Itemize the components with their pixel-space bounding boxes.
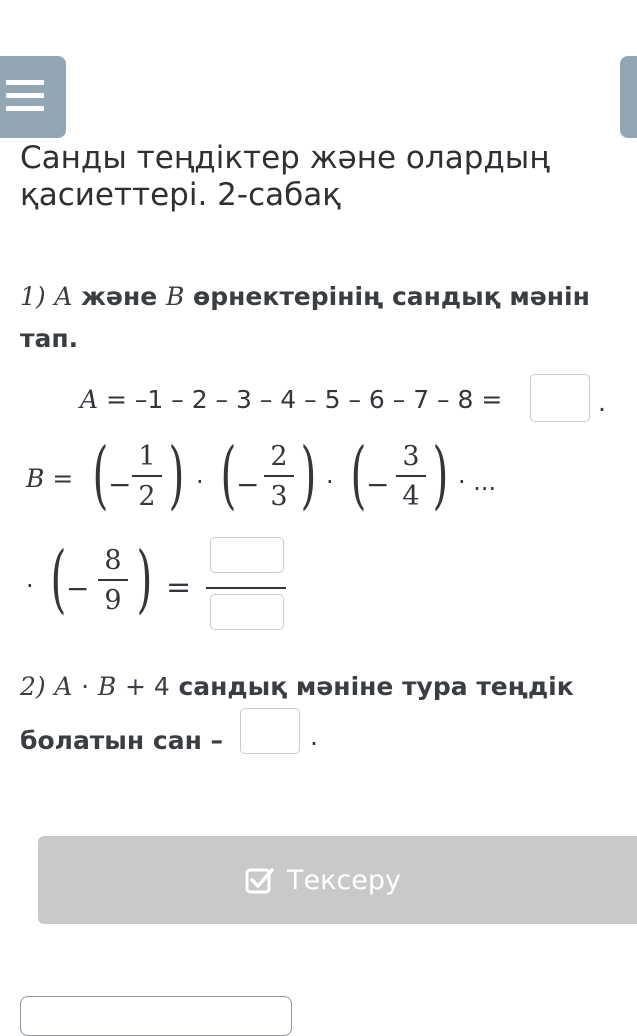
fraction-1-numerator: 1	[138, 441, 156, 472]
task-2-text: сандық мәніне тура теңдік болатын сан –	[20, 672, 574, 755]
minus-sign: −	[66, 572, 90, 605]
expression-a	[80, 380, 502, 420]
paren-close: )	[136, 536, 153, 622]
multiply-sign: ·	[26, 572, 34, 600]
ellipsis: · ...	[458, 468, 497, 496]
fraction-4-numerator: 8	[104, 545, 122, 576]
paren-close: )	[300, 432, 317, 518]
expression-b-label: B =	[26, 464, 74, 493]
check-button-label: Тексеру	[287, 864, 401, 896]
hamburger-menu-button[interactable]	[0, 56, 66, 138]
expression-a-body: = –1 – 2 – 3 – 4 – 5 – 6 – 7 – 8 =	[106, 385, 503, 414]
task-2-prompt	[20, 660, 632, 768]
task-2-var-b: B	[97, 672, 117, 701]
task-1-number: 1)	[20, 282, 46, 311]
paren-open: (	[220, 432, 237, 518]
fraction-2-denominator: 3	[270, 481, 288, 512]
answer-2-input[interactable]	[240, 708, 300, 754]
fraction-3-denominator: 4	[402, 481, 420, 512]
minus-sign: −	[366, 468, 390, 501]
answer-b-numerator-input[interactable]	[210, 537, 284, 573]
answer-b-denominator-input[interactable]	[210, 594, 284, 630]
fraction-3-numerator: 3	[402, 441, 420, 472]
task-2-period: .	[310, 722, 318, 751]
side-panel-button[interactable]	[620, 56, 637, 138]
fraction-4-denominator: 9	[104, 585, 122, 616]
next-button[interactable]	[20, 996, 292, 1036]
task-2-plus: + 4	[124, 672, 170, 701]
multiply-sign: ·	[196, 468, 204, 496]
fraction-2-numerator: 2	[270, 441, 288, 472]
answer-a-input[interactable]	[530, 374, 590, 422]
minus-sign: −	[108, 468, 132, 501]
paren-close: )	[432, 432, 449, 518]
expression-a-label: A	[80, 385, 99, 414]
equals-sign: =	[166, 570, 192, 605]
paren-open: (	[350, 432, 367, 518]
task-1-prompt	[20, 276, 632, 360]
paren-open: (	[92, 432, 109, 518]
var-a: A	[54, 282, 73, 311]
conjunction: және	[81, 282, 158, 311]
check-button[interactable]	[38, 836, 637, 924]
page-title: Санды теңдіктер және олардың қасиеттері. 2-сабақ	[20, 140, 550, 213]
answer-b-fraction-bar	[206, 587, 286, 589]
task-2-var-a: A	[54, 672, 73, 701]
fraction-1-denominator: 2	[138, 481, 156, 512]
fraction-4	[98, 546, 128, 616]
task-2-number: 2)	[20, 672, 46, 701]
minus-sign: −	[236, 468, 260, 501]
var-b: B	[165, 282, 185, 311]
multiply-sign: ·	[326, 468, 334, 496]
expression-a-period: .	[598, 388, 606, 417]
paren-close: )	[168, 432, 185, 518]
check-square-icon	[245, 866, 275, 894]
fraction-3	[396, 442, 426, 512]
task-2-dot: ·	[81, 672, 90, 701]
fraction-2	[264, 442, 294, 512]
paren-open: (	[50, 536, 67, 622]
task-1-text: өрнектерінің сандық мәнін тап.	[20, 282, 590, 353]
fraction-1	[132, 442, 162, 512]
